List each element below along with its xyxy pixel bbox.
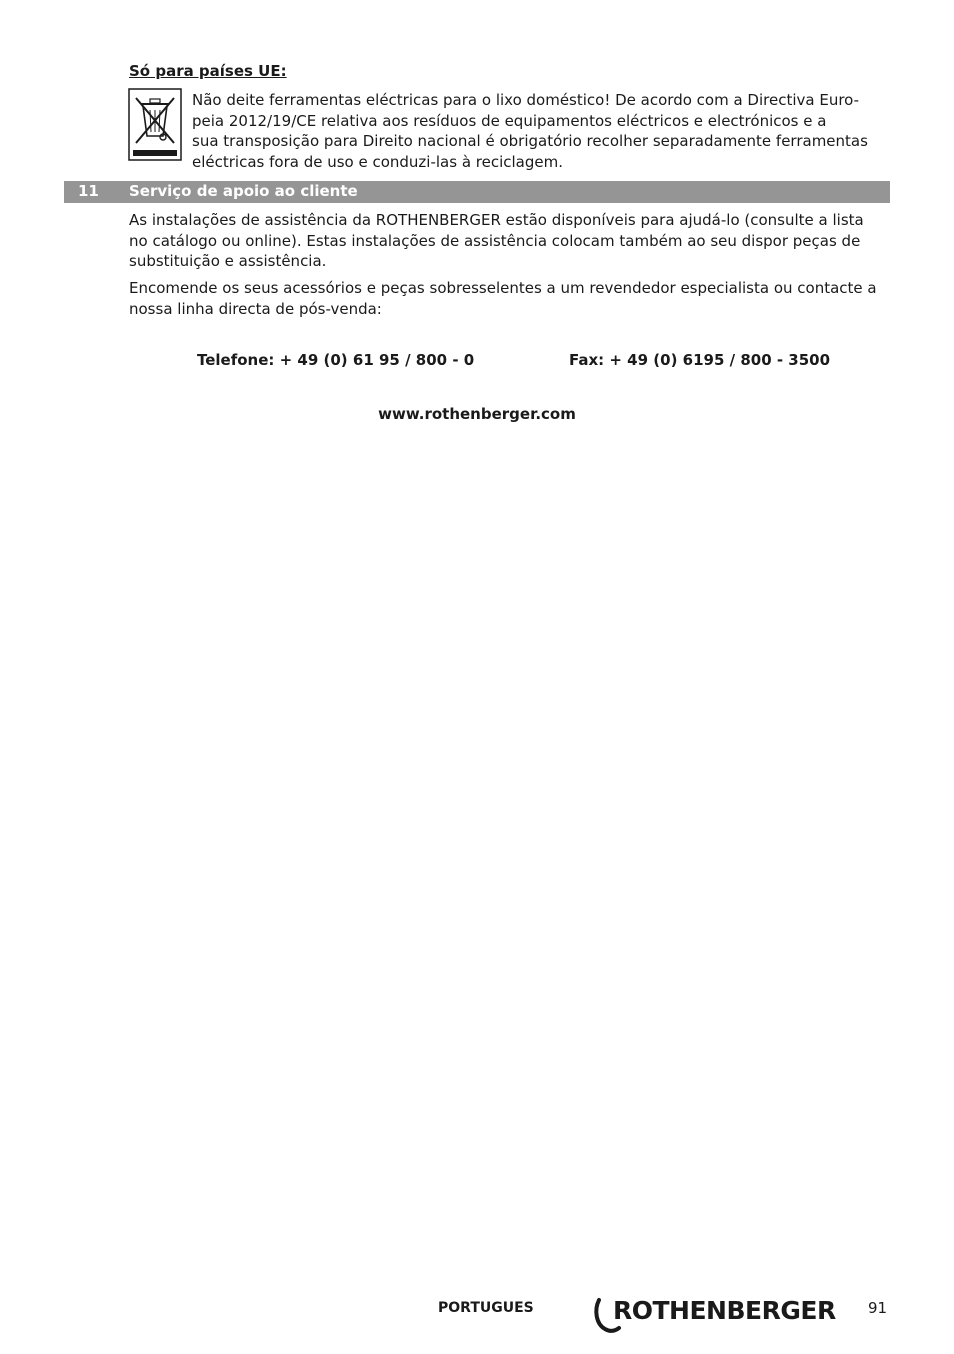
phone-number: Telefone: + 49 (0) 61 95 / 800 - 0 bbox=[197, 351, 475, 369]
website-link[interactable]: www.rothenberger.com bbox=[378, 405, 576, 423]
section-number: 11 bbox=[78, 182, 99, 200]
eu-disposal-notice bbox=[192, 90, 892, 172]
text-line: no catálogo ou online). Estas instalações de assistência colocam também ao seu dispor peças de bbox=[129, 231, 861, 250]
section-title: Serviço de apoio ao cliente bbox=[129, 182, 358, 200]
text-line: sua transposição para Direito nacional é obrigatório recolher separadamente ferramentas bbox=[192, 132, 868, 150]
order-paragraph bbox=[129, 278, 894, 319]
text-line: nossa linha directa de pós-venda: bbox=[129, 299, 382, 318]
text-line: Encomende os seus acessórios e peças sobresselentes a um revendedor especialista ou contacte a bbox=[129, 279, 877, 297]
text-line: As instalações de assistência da ROTHENBERGER estão disponíveis para ajudá-lo (consulte a lista bbox=[129, 211, 864, 229]
section-header-bar bbox=[64, 181, 890, 203]
rothenberger-logo bbox=[593, 1296, 838, 1336]
text-line: Não deite ferramentas eléctricas para o lixo doméstico! De acordo com a Directiva Euro- bbox=[192, 91, 860, 109]
page-number: 91 bbox=[868, 1299, 888, 1317]
logo-wordmark: ROTHENBERGER bbox=[613, 1296, 836, 1325]
text-line: eléctricas fora de uso e conduzi-las à reciclagem. bbox=[192, 152, 564, 171]
text-line: peia 2012/19/CE relativa aos resíduos de equipamentos eléctricos e electrónicos e a bbox=[192, 111, 827, 130]
fax-number: Fax: + 49 (0) 6195 / 800 - 3500 bbox=[569, 351, 831, 369]
eu-only-heading: Só para países UE: bbox=[129, 62, 287, 80]
text-line: substituição e assistência. bbox=[129, 252, 327, 270]
footer-language: PORTUGUES bbox=[438, 1300, 534, 1316]
crossed-out-wheelie-bin-icon bbox=[128, 88, 182, 161]
service-paragraph bbox=[129, 210, 894, 272]
